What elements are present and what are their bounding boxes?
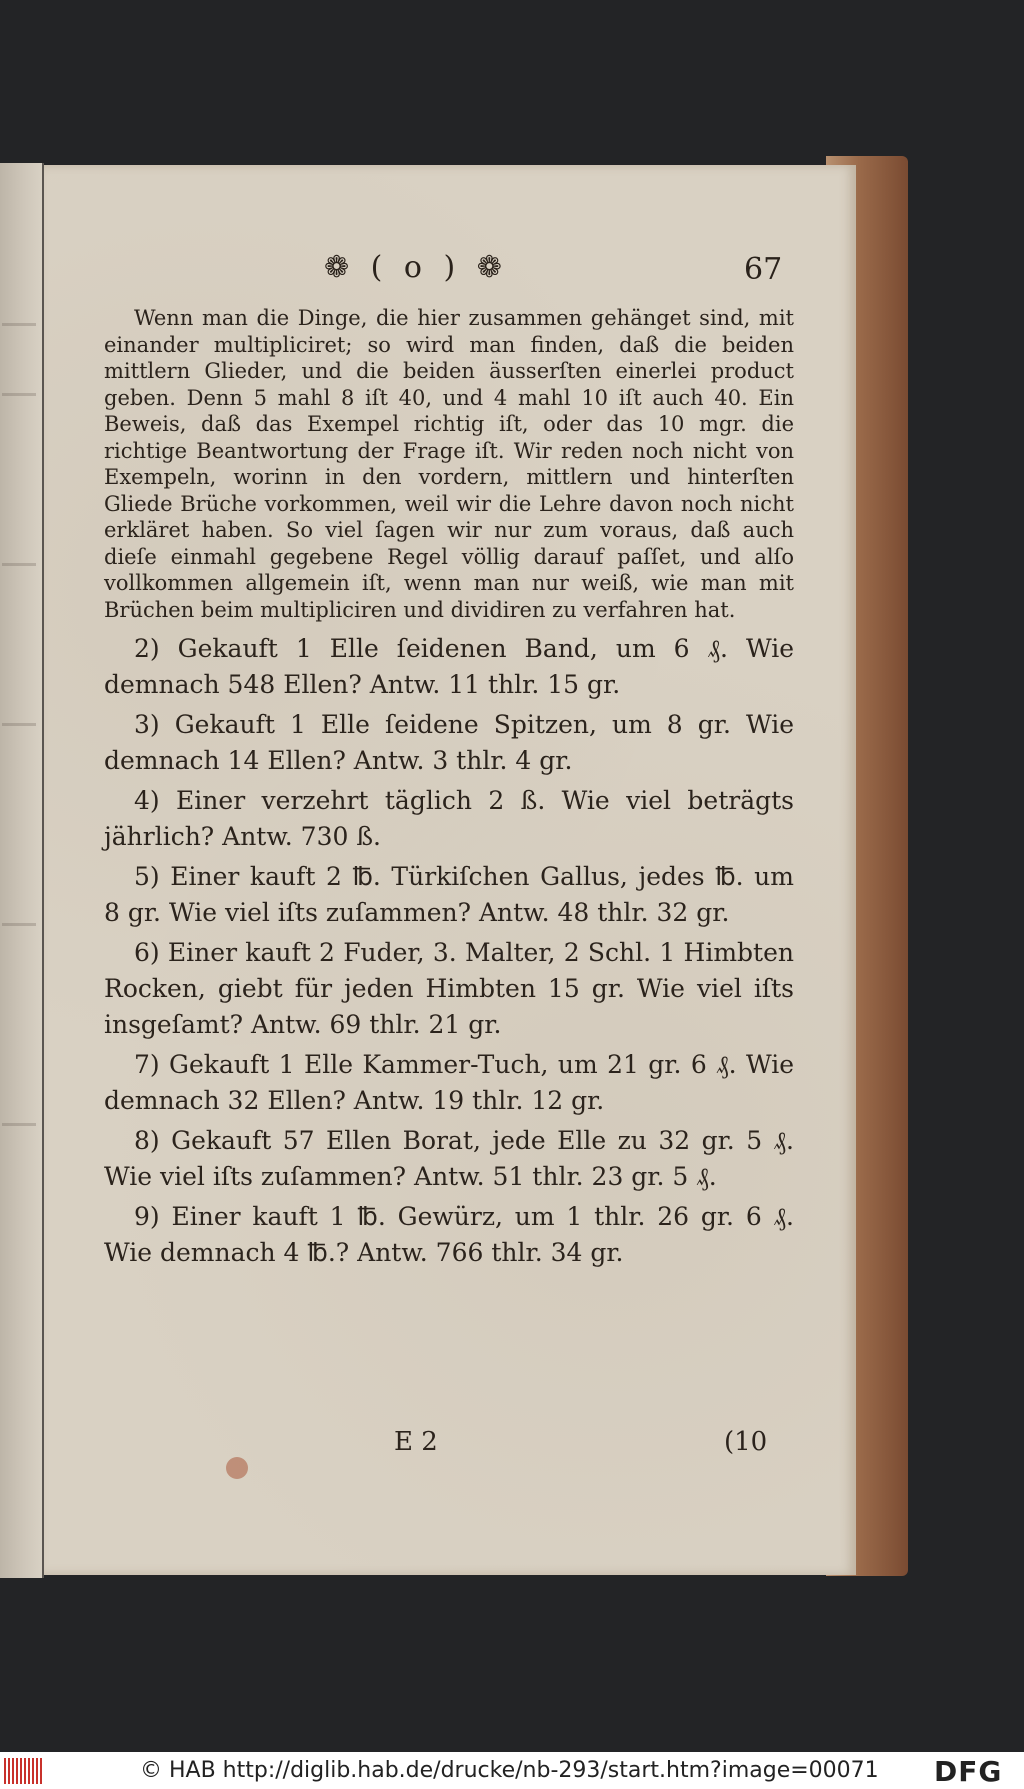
running-header	[44, 250, 856, 290]
credit-link[interactable]: © HAB http://diglib.hab.de/drucke/nb-293/start.htm?image=00071	[140, 1758, 879, 1783]
show-through-line	[2, 923, 36, 926]
page-footer	[44, 1427, 856, 1463]
problem-9: 9) Einer kauft 1 ℔. Gewürz, um 1 thlr. 26 gr. 6 ₰. Wie demnach 4 ℔.? Antw. 766 thlr. 34 gr.	[104, 1202, 794, 1267]
show-through-line	[2, 563, 36, 566]
show-through-line	[2, 1123, 36, 1126]
catchword: (10	[724, 1427, 768, 1457]
problem-6: 6) Einer kauft 2 Fuder, 3. Malter, 2 Schl. 1 Himbten Rocken, giebt für jeden Himbten 15 gr. Wie viel iſts insgeſamt? Antw. 69 thlr. 21 gr.	[104, 938, 794, 1039]
problem-2: 2) Gekauft 1 Elle ſeidenen Band, um 6 ₰. Wie demnach 548 Ellen? Antw. 11 thlr. 15 gr.	[104, 634, 794, 699]
problem-7: 7) Gekauft 1 Elle Kammer-Tuch, um 21 gr. 6 ₰. Wie demnach 32 Ellen? Antw. 19 thlr. 12 gr.	[104, 1050, 794, 1115]
problem-3: 3) Gekauft 1 Elle ſeidene Spitzen, um 8 gr. Wie demnach 14 Ellen? Antw. 3 thlr. 4 gr.	[104, 710, 794, 775]
show-through-line	[2, 723, 36, 726]
problem-4: 4) Einer verzehrt täglich 2 ß. Wie viel beträgts jährlich? Antw. 730 ß.	[104, 786, 794, 851]
show-through-line	[2, 393, 36, 396]
facing-page-edge	[0, 163, 44, 1578]
header-ornament: ❁ ( o ) ❁	[324, 250, 508, 285]
intro-paragraph: Wenn man die Dinge, die hier zusammen gehänget sind, mit einander multipliciret; so wird man finden, daß die beiden mittlern Glieder, und die beiden äusserſten einerlei product geben. Denn 5 mahl 8 iſt 40, und 4 mahl 10 iſt auch 40. Ein Beweis, daß das Exempel richtig iſt, oder das 10 mgr. die richtige Beantwortung der Frage iſt. Wir reden noch nicht von Exempeln, worinn in den vordern, mittlern und hinterſten Gliede Brüche vorkommen, weil wir die Lehre davon noch nicht erkläret haben. So viel ſagen wir nur zum voraus, daß auch dieſe einmahl gegebene Regel völlig darauf paſſet, und alſo vollkommen allgemein iſt, wenn man nur weiß, wie man mit Brüchen beim multipliciren und dividiren zu verfahren hat.	[104, 306, 794, 622]
credit-bar	[0, 1752, 1024, 1789]
show-through-line	[2, 323, 36, 326]
barcode-icon	[4, 1758, 44, 1784]
signature-mark: E 2	[394, 1427, 438, 1457]
page-body	[104, 305, 794, 1275]
dfg-logo: DFG	[934, 1755, 1003, 1788]
problem-5: 5) Einer kauft 2 ℔. Türkiſchen Gallus, jedes ℔. um 8 gr. Wie viel iſts zuſammen? Antw. 48 thlr. 32 gr.	[104, 862, 794, 927]
red-stain	[226, 1457, 248, 1479]
problem-8: 8) Gekauft 57 Ellen Borat, jede Elle zu 32 gr. 5 ₰. Wie viel iſts zuſammen? Antw. 51 thlr. 23 gr. 5 ₰.	[104, 1126, 794, 1191]
book-page	[44, 165, 856, 1575]
page-number: 67	[744, 252, 783, 287]
